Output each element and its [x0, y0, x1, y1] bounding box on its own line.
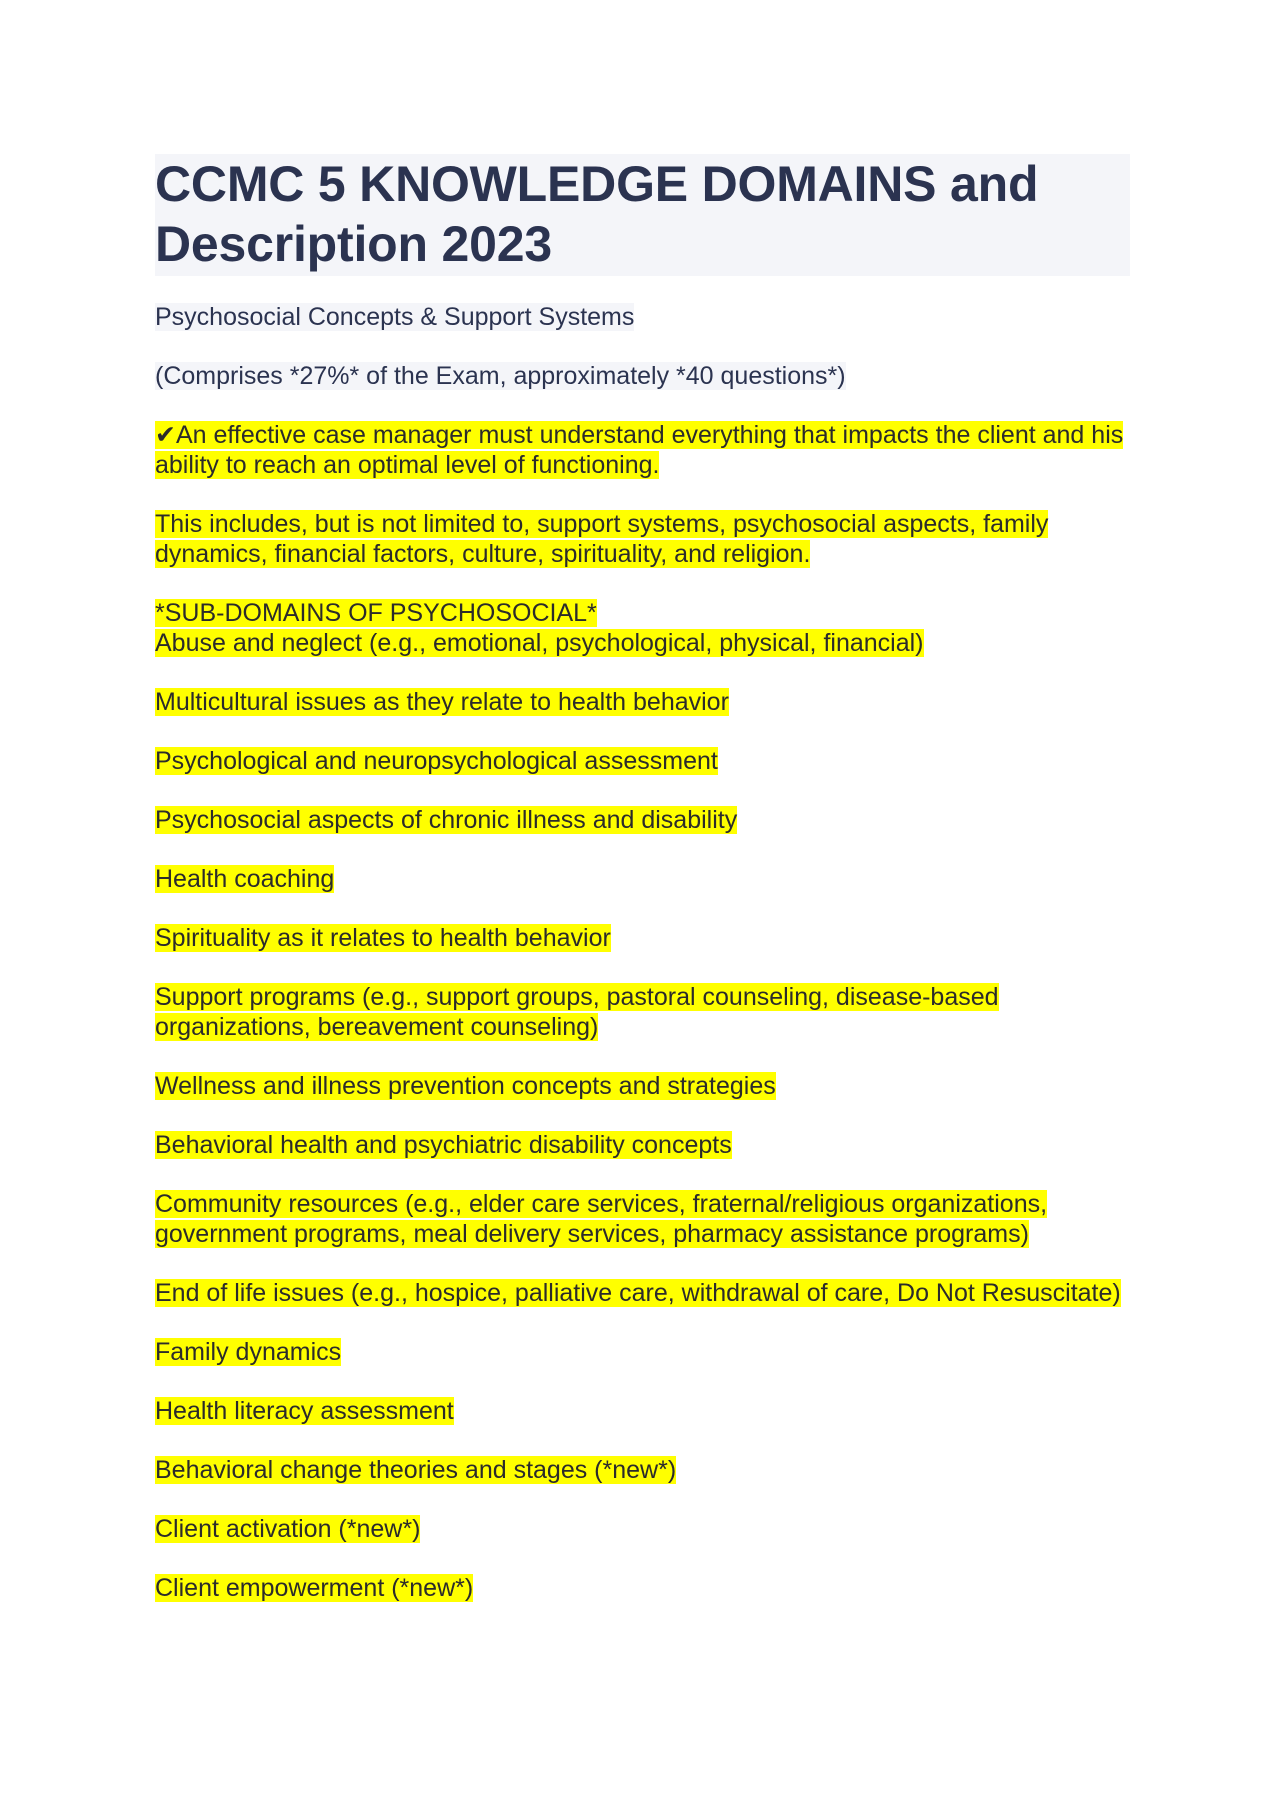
includes-paragraph — [155, 509, 1130, 569]
subdomain-paragraph — [155, 1573, 1130, 1603]
exam-share — [155, 361, 1130, 391]
subdomain-item: Behavioral health and psychiatric disability concepts — [155, 1131, 732, 1159]
subdomains-block — [155, 598, 1130, 658]
subdomain-item: Multicultural issues as they relate to health behavior — [155, 688, 729, 716]
title-block — [155, 154, 1130, 276]
subdomain-item: Community resources (e.g., elder care services, fraternal/religious organizations, government programs, meal delivery services, pharmacy assistance programs) — [155, 1190, 1048, 1248]
checkmark-icon: ✔ — [155, 421, 176, 449]
subdomain-item: Client empowerment (*new*) — [155, 1574, 474, 1602]
subdomain-item: Support programs (e.g., support groups, pastoral counseling, disease-based organizations, bereavement counseling) — [155, 983, 999, 1041]
subdomains-heading: *SUB-DOMAINS OF PSYCHOSOCIAL* — [155, 599, 597, 627]
subdomain-paragraph — [155, 1396, 1130, 1426]
subdomain-paragraph — [155, 687, 1130, 717]
intro-text: An effective case manager must understand everything that impacts the client and his ability to reach an optimal level of functioning. — [155, 421, 1124, 479]
subdomain-item: End of life issues (e.g., hospice, palliative care, withdrawal of care, Do Not Resuscitate) — [155, 1279, 1121, 1307]
document-page — [155, 154, 1130, 1632]
subdomain-item: Health literacy assessment — [155, 1397, 454, 1425]
subdomain-paragraph — [155, 864, 1130, 894]
subdomain-item: Wellness and illness prevention concepts and strategies — [155, 1072, 776, 1100]
subdomain-item: Behavioral change theories and stages (*new*) — [155, 1456, 677, 1484]
subdomain-item: Psychological and neuropsychological assessment — [155, 747, 718, 775]
subdomain-paragraph — [155, 1071, 1130, 1101]
exam-share-text: (Comprises *27%* of the Exam, approximately *40 questions*) — [155, 362, 846, 390]
document-title: CCMC 5 KNOWLEDGE DOMAINS and Description 2023 — [155, 156, 1039, 272]
subdomain-paragraph — [155, 1514, 1130, 1544]
subdomain-paragraph — [155, 805, 1130, 835]
subdomain-paragraph — [155, 1337, 1130, 1367]
subdomain-item: Psychosocial aspects of chronic illness and disability — [155, 806, 738, 834]
subdomain-paragraph — [155, 1189, 1130, 1249]
subdomain-paragraph — [155, 1130, 1130, 1160]
subdomain-paragraph — [155, 1278, 1130, 1308]
subdomain-item: Client activation (*new*) — [155, 1515, 421, 1543]
subdomain-item: Spirituality as it relates to health behavior — [155, 924, 611, 952]
subdomain-item: Family dynamics — [155, 1338, 342, 1366]
subdomain-paragraph — [155, 746, 1130, 776]
includes-text: This includes, but is not limited to, support systems, psychosocial aspects, family dynamics, financial factors, culture, spirituality, and religion. — [155, 510, 1049, 568]
subdomain-item: Health coaching — [155, 865, 335, 893]
intro-paragraph — [155, 420, 1130, 480]
subdomain-item: Abuse and neglect (e.g., emotional, psychological, physical, financial) — [155, 629, 924, 657]
subdomain-paragraph — [155, 982, 1130, 1042]
domain-heading — [155, 302, 1130, 332]
domain-heading-text: Psychosocial Concepts & Support Systems — [155, 303, 635, 331]
subdomain-paragraph — [155, 923, 1130, 953]
subdomain-paragraph — [155, 1455, 1130, 1485]
intro-highlight — [155, 421, 1123, 479]
